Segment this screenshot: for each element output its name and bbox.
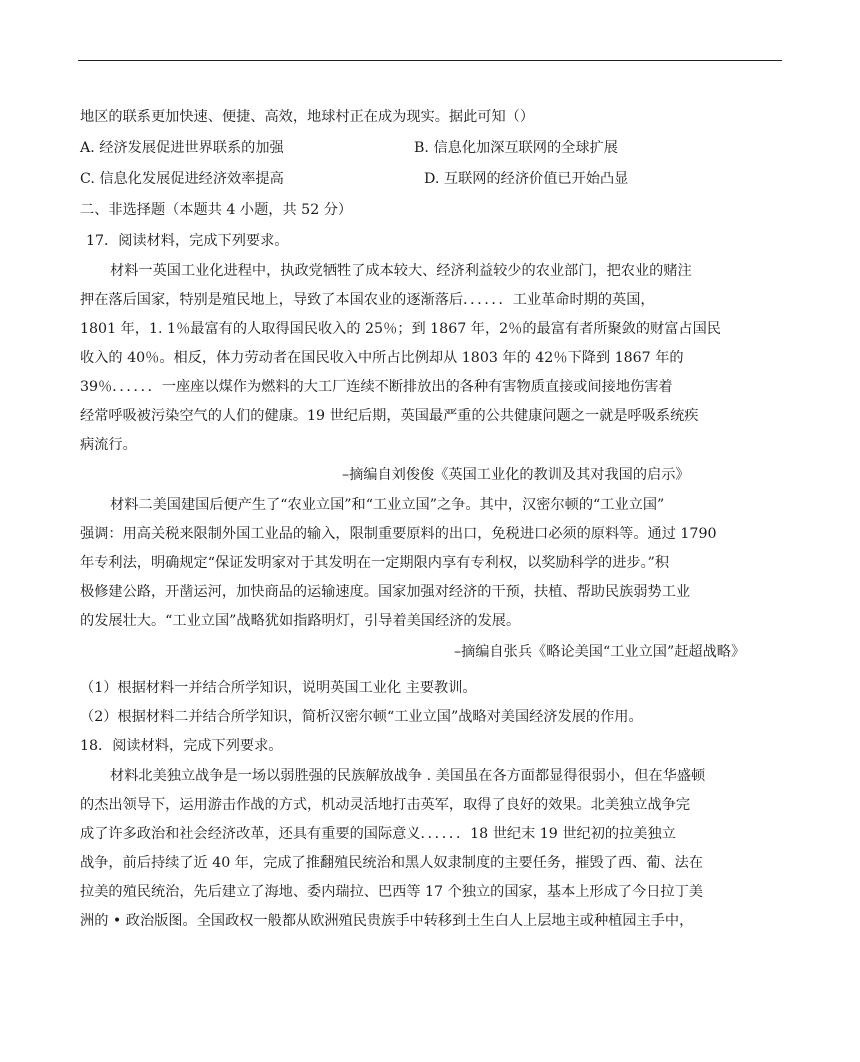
option-a: A. 经济发展促进世界联系的加强	[80, 140, 284, 156]
option-d: D. 互联网的经济价值已开始凸显	[424, 171, 629, 187]
option-b: B. 信息化加深互联网的全球扩展	[414, 140, 618, 156]
q18-stem: 18．阅读材料，完成下列要求。	[80, 738, 283, 754]
q17-material1-line: 材料一英国工业化进程中，执政党牺牲了成本较大、经济利益较少的农业部门，把农业的赌注	[110, 263, 692, 279]
q17-material2-line: 极修建公路，开凿运河，加快商品的运输速度。国家加强对经济的干预，扶植、帮助民族弱势工业	[80, 584, 691, 600]
q17-material1-line: 经常呼吸被污染空气的人们的健康。19 世纪后期，英国最严重的公共健康问题之一就是呼吸系统疾	[80, 408, 699, 424]
q17-material1-line: 1801 年，1. 1％最富有的人取得国民收入的 25％；到 1867 年，2％的最富有者所聚敛的财富占国民	[80, 321, 721, 337]
q17-stem: 17．阅读材料，完成下列要求。	[86, 233, 289, 249]
q18-material-line: 材料北美独立战争是一场以弱胜强的民族解放战争 . 美国虽在各方面都显得很弱小，但在华盛顿	[110, 768, 706, 784]
q17-material2-line: 强调：用高关税来限制外国工业品的输入，限制重要原料的出口，免税进口必须的原料等。通过 1790	[80, 526, 717, 542]
q17-material1-line: 39％．．．．．．一座座以煤作为燃料的大工厂连续不断排放出的各种有害物质直接或间接地伤害着	[80, 379, 673, 395]
q17-material1-line: 押在落后国家，特别是殖民地上，导致了本国农业的逐渐落后．．．．．．工业革命时期的英国，	[80, 292, 655, 308]
question-text: 地区的联系更加快速、便捷、高效，地球村正在成为现实。据此可知（）	[80, 109, 535, 125]
q18-material-line: 洲的 • 政治版图。全国政权一般都从欧洲殖民贵族手中转移到土生白人上层地主或种植园主手中，	[80, 913, 694, 929]
q18-material-line: 的杰出领导下，运用游击作战的方式，机动灵活地打击英军，取得了良好的效果。北美独立战争完	[80, 797, 691, 813]
section-heading: 二、非选择题（本题共 4 小题，共 52 分）	[80, 202, 353, 218]
q18-material-line: 成了许多政治和社会经济改革，还具有重要的国际意义．．．．．．18 世纪末 19 世纪初的拉美独立	[80, 826, 676, 842]
q17-subquestion-2: （2）根据材料二并结合所学知识，简析汉密尔顿“工业立国”战略对美国经济发展的作用。	[80, 709, 643, 725]
q17-material2-line: 材料二美国建国后便产生了“农业立国”和“工业立国”之争。其中，汉密尔顿的“工业立国”	[110, 497, 665, 513]
q17-material1-line: 收入的 40％。相反，体力劳动者在国民收入中所占比例却从 1803 年的 42％下降到 1867 年的	[80, 350, 684, 366]
header-rule	[78, 60, 782, 61]
q17-material2-source: –摘编自张兵《略论美国“工业立国”赶超战略》	[454, 644, 746, 660]
q17-material2-line: 年专利法，明确规定“保证发明家对于其发明在一定期限内享有专利权，以奖励科学的进步。”积	[80, 555, 670, 571]
q18-material-line: 战争，前后持续了近 40 年，完成了推翻殖民统治和黑人奴隶制度的主要任务，摧毁了西、葡、法在	[80, 855, 703, 871]
q18-material-line: 拉美的殖民统治，先后建立了海地、委内瑞拉、巴西等 17 个独立的国家，基本上形成了今日拉丁美	[80, 884, 703, 900]
q17-material1-source: –摘编自刘俊俊《英国工业化的教训及其对我国的启示》	[342, 467, 690, 483]
option-c: C. 信息化发展促进经济效率提高	[80, 171, 284, 187]
q17-material2-line: 的发展壮大。“工业立国”战略犹如指路明灯，引导着美国经济的发展。	[80, 613, 521, 629]
q17-material1-line: 病流行。	[80, 437, 137, 453]
q17-subquestion-1: （1）根据材料一并结合所学知识，说明英国工业化 主要教训。	[80, 680, 477, 696]
